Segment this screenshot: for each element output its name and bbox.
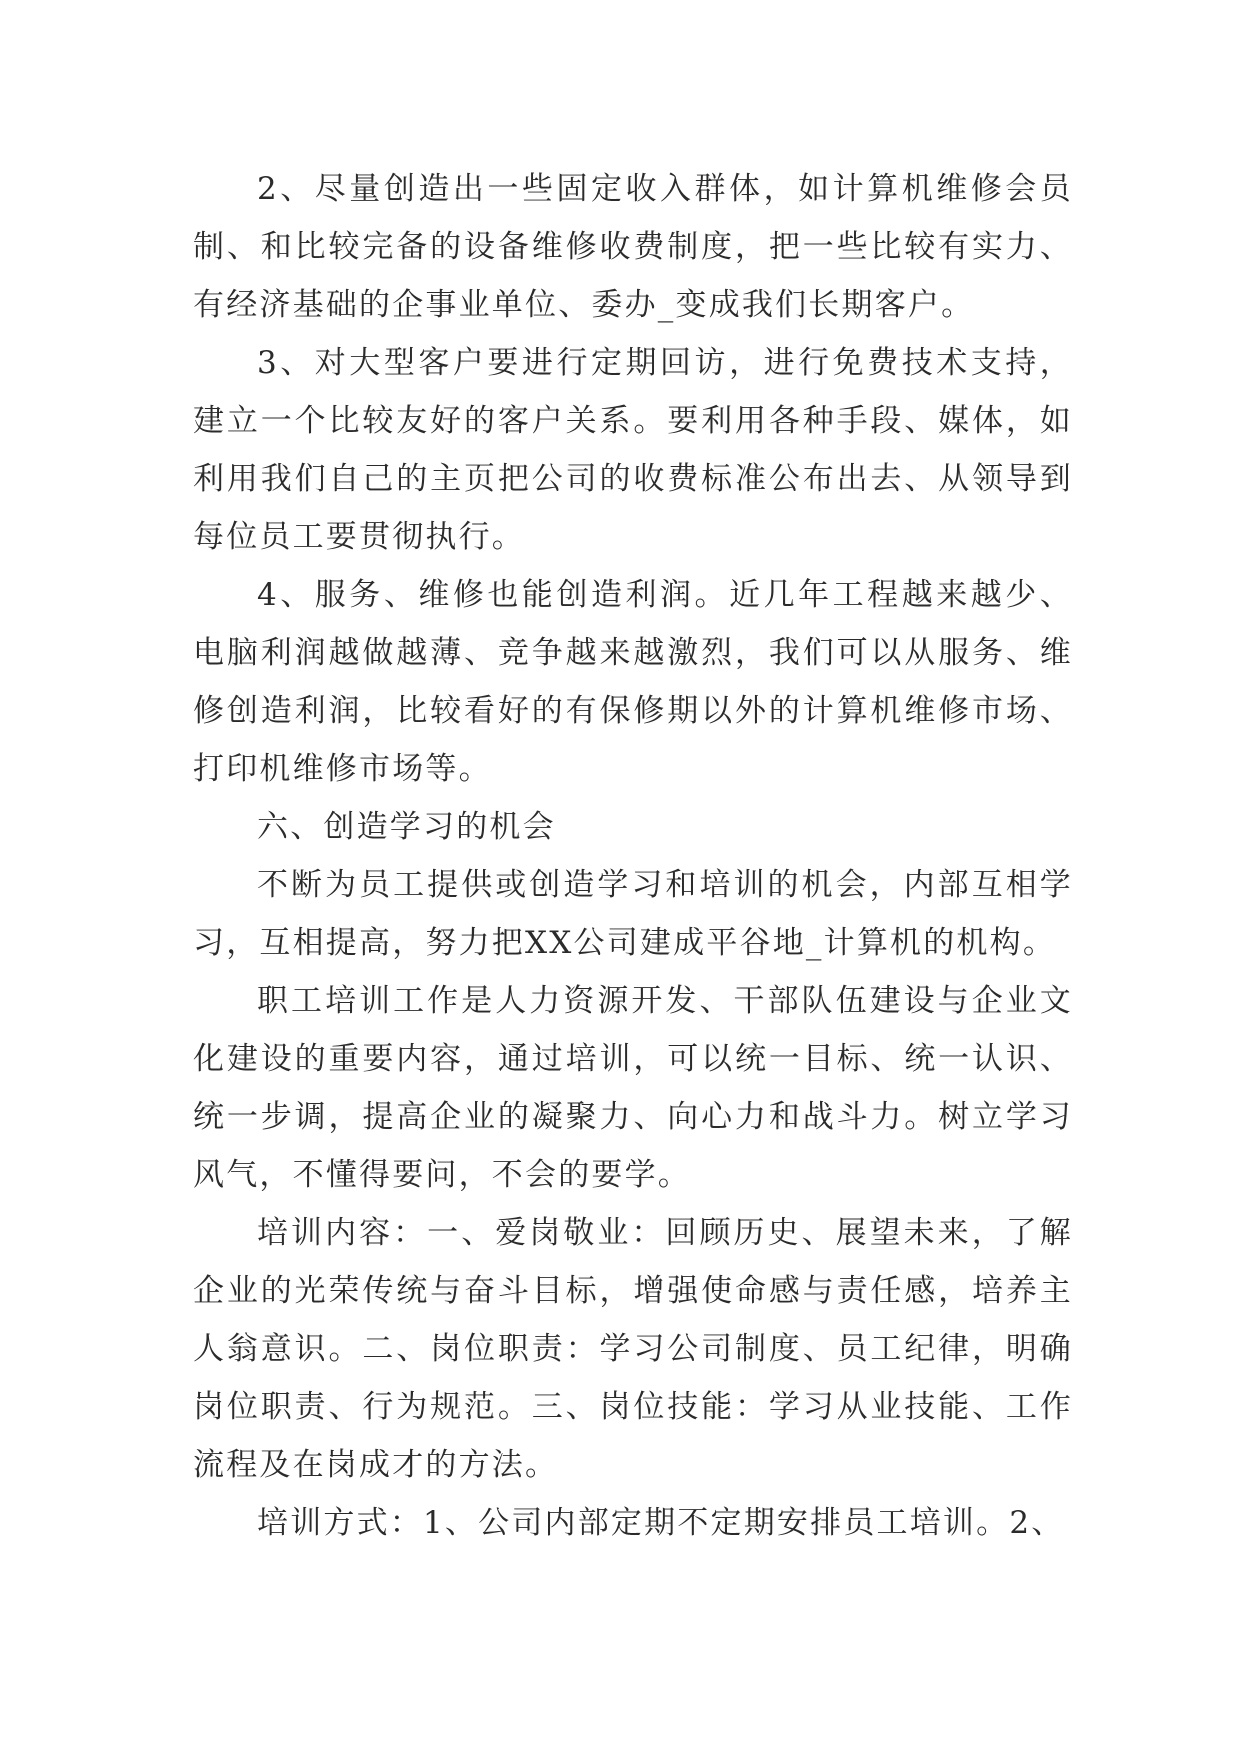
paragraph-training-importance: 职工培训工作是人力资源开发、干部队伍建设与企业文化建设的重要内容，通过培训，可以统一目标、统一认识、统一步调，提高企业的凝聚力、向心力和战斗力。树立学习风气，不懂得要问，不会的要学。 <box>193 983 1073 1193</box>
paragraph-fixed-income: 2、尽量创造出一些固定收入群体，如计算机维修会员制、和比较完备的设备维修收费制度，把一些比较有实力、有经济基础的企事业单位、委办_变成我们长期客户。 <box>193 171 1073 323</box>
paragraph-training-content: 培训内容：一、爱岗敬业：回顾历史、展望未来，了解企业的光荣传统与奋斗目标，增强使命感与责任感，培养主人翁意识。二、岗位职责：学习公司制度、员工纪律，明确岗位职责、行为规范。三、岗位技能：学习从业技能、工作流程及在岗成才的方法。 <box>193 1215 1073 1483</box>
section-heading-learning: 六、创造学习的机会 <box>257 809 556 845</box>
document-body <box>193 160 1073 1552</box>
paragraph-client-visits: 3、对大型客户要进行定期回访，进行免费技术支持，建立一个比较友好的客户关系。要利用各种手段、媒体，如利用我们自己的主页把公司的收费标准公布出去、从领导到每位员工要贯彻执行。 <box>193 345 1073 555</box>
paragraph-service-profit: 4、服务、维修也能创造利润。近几年工程越来越少、电脑利润越做越薄、竞争越来越激烈，我们可以从服务、维修创造利润，比较看好的有保修期以外的计算机维修市场、打印机维修市场等。 <box>193 577 1073 787</box>
paragraph-learning-opportunities: 不断为员工提供或创造学习和培训的机会，内部互相学习，互相提高，努力把XX公司建成平谷地_计算机的机构。 <box>193 867 1073 961</box>
paragraph-training-methods: 培训方式：1、公司内部定期不定期安排员工培训。2、 <box>257 1505 1065 1541</box>
